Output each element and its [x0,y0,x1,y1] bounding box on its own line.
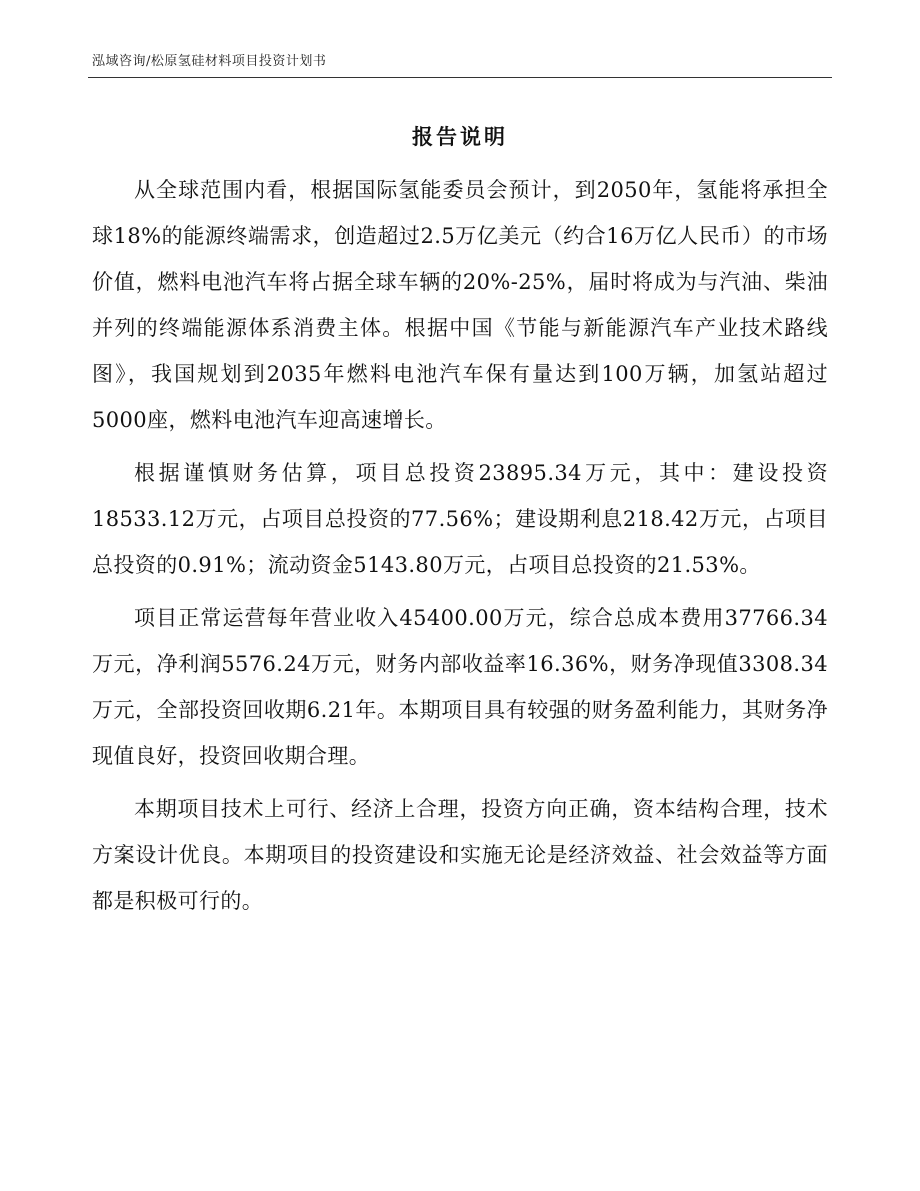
paragraph-feasibility-conclusion: 本期项目技术上可行、经济上合理，投资方向正确，资本结构合理，技术方案设计优良。本期项目的投资建设和实施无论是经济效益、社会效益等方面都是积极可行的。 [92,797,828,913]
running-header: 泓域咨询/松原氢硅材料项目投资计划书 [92,54,327,69]
paragraph-investment-estimate: 根据谨慎财务估算，项目总投资23895.34万元，其中：建设投资18533.12万元，占项目总投资的77.56%；建设期利息218.42万元，占项目总投资的0.91%；流动资金5143.80万元，占项目总投资的21.53%。 [92,461,828,577]
paragraph-financial-returns: 项目正常运营每年营业收入45400.00万元，综合总成本费用37766.34万元，净利润5576.24万元，财务内部收益率16.36%，财务净现值3308.34万元，全部投资回收期6.21年。本期项目具有较强的财务盈利能力，其财务净现值良好，投资回收期合理。 [92,606,828,768]
report-body [92,167,828,931]
paragraph-market-outlook: 从全球范围内看，根据国际氢能委员会预计，到2050年，氢能将承担全球18%的能源终端需求，创造超过2.5万亿美元（约合16万亿人民币）的市场价值，燃料电池汽车将占据全球车辆的20%-25%，届时将成为与汽油、柴油并列的终端能源体系消费主体。根据中国《节能与新能源汽车产业技术路线图》，我国规划到2035年燃料电池汽车保有量达到100万辆，加氢站超过5000座，燃料电池汽车迎高速增长。 [92,178,828,432]
page-title: 报告说明 [412,124,508,149]
header-divider [88,77,832,78]
